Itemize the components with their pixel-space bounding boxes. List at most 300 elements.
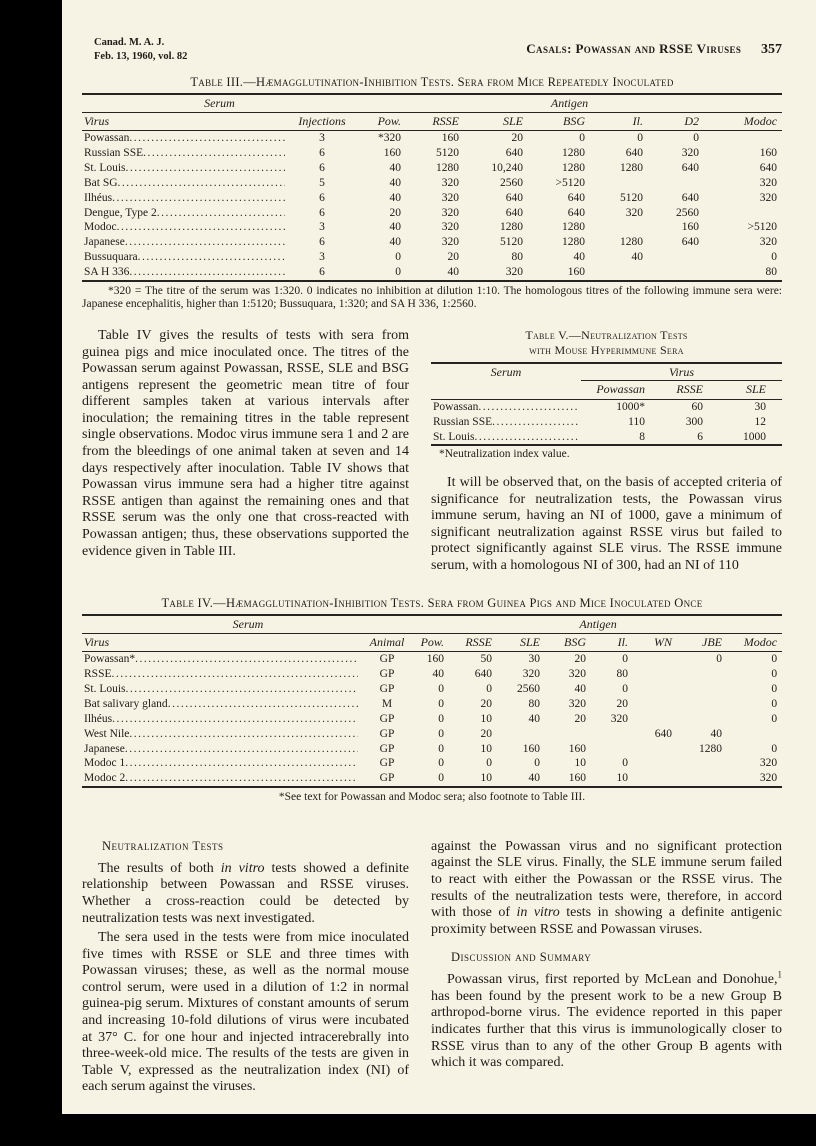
- dot-leader: [138, 251, 285, 264]
- dot-leader: [168, 698, 358, 711]
- group-antigen: Antigen: [414, 615, 782, 633]
- cell-sle: 80: [528, 697, 541, 710]
- journal-issue: Feb. 13, 1960, vol. 82: [94, 50, 188, 62]
- dot-leader: [118, 177, 285, 190]
- cell-virus: Modoc .....: [82, 220, 287, 235]
- cell-pow: 160: [383, 147, 402, 160]
- cell-il: [598, 727, 640, 742]
- cell-bsg: [552, 727, 598, 742]
- dot-leader: [126, 162, 285, 175]
- cell-il: 40: [631, 251, 644, 264]
- cell-wn: [640, 756, 684, 771]
- cell-pow: 20: [389, 206, 402, 219]
- dot-leader: [129, 266, 285, 279]
- scan-border-left: [0, 0, 62, 1146]
- cell-il: 1280: [620, 236, 644, 249]
- cell-sle: 160: [522, 742, 541, 755]
- cell-d2: 160: [681, 221, 700, 234]
- cell-powassan: 1000*: [616, 400, 645, 413]
- cell-modoc: 640: [759, 161, 778, 174]
- cell-animal: GP: [379, 727, 395, 740]
- col-header-rsse: RSSE: [413, 112, 471, 130]
- col-header-virus: Virus: [82, 633, 360, 651]
- cell-sle: 40: [528, 712, 541, 725]
- cell-bsg: 0: [579, 132, 586, 145]
- table-row: [82, 191, 782, 206]
- table-row: [82, 771, 782, 787]
- cell-wn: [640, 652, 684, 667]
- cell-rsse: 640: [474, 668, 493, 681]
- cell-virus: Bussuquara .....: [82, 250, 287, 265]
- cell-il: 10: [616, 772, 629, 785]
- cell-wn: [640, 771, 684, 787]
- bottom-right-column: [431, 839, 782, 1096]
- table-row: [82, 176, 782, 191]
- cell-sle: 640: [505, 191, 524, 204]
- running-title: Casals: Powassan and RSSE Viruses: [526, 41, 742, 56]
- journal-page: [62, 0, 816, 1114]
- cell-d2: 640: [681, 161, 700, 174]
- cell-rsse: 20: [480, 727, 493, 740]
- cell-injections: 6: [319, 206, 325, 219]
- dot-leader: [125, 757, 358, 770]
- cell-jbe: [684, 712, 734, 727]
- cell-pow: 160: [426, 653, 445, 666]
- dot-leader: [135, 653, 358, 666]
- table-row: [82, 652, 782, 667]
- col-header-sle: SLE: [471, 112, 535, 130]
- cell-bsg: 160: [568, 772, 587, 785]
- col-header-pow: Pow.: [357, 112, 413, 130]
- page-number: 357: [761, 42, 782, 57]
- col-header-sle: SLE: [504, 633, 552, 651]
- col-header-injections: Injections: [287, 112, 357, 130]
- section-heading-neutralization: Neutralization Tests: [102, 838, 224, 853]
- cell-sle: 80: [511, 251, 524, 264]
- cell-modoc: 0: [771, 712, 778, 725]
- cell-pow: 0: [438, 697, 445, 710]
- cell-pow: 0: [395, 251, 402, 264]
- cell-bsg: 1280: [562, 161, 586, 174]
- cell-virus: SA H 336 .....: [82, 265, 287, 281]
- cell-injections: 3: [319, 251, 325, 264]
- cell-modoc: 320: [759, 772, 778, 785]
- cell-il: [597, 220, 655, 235]
- cell-il: 0: [622, 683, 629, 696]
- cell-pow: *320: [378, 132, 402, 145]
- paragraph: It will be observed that, on the basis of accepted criteria of significance for neutralization tests, the Powassan virus immune serum, having an NI of 1000, gave a minimum of significant neutralization against RSSE virus but failed to protect significantly against SLE virus. The RSSE immune serum, with a homologous NI of 300, had an NI of 110: [431, 474, 782, 573]
- dot-leader: [157, 207, 285, 220]
- cell-rsse: 20: [447, 251, 460, 264]
- bottom-left-column: [82, 839, 409, 1096]
- cell-powassan: 8: [639, 430, 645, 443]
- cell-modoc: 0: [771, 668, 778, 681]
- cell-wn: [640, 697, 684, 712]
- journal-name: Canad. M. A. J.: [94, 37, 165, 48]
- cell-modoc: 320: [759, 236, 778, 249]
- middle-right-column: [431, 328, 782, 575]
- cell-rsse: 60: [691, 400, 703, 413]
- cell-virus: Ilhéus .....: [82, 191, 287, 206]
- dot-leader: [492, 416, 579, 429]
- cell-pow: 0: [438, 727, 445, 740]
- cell-d2: [655, 265, 711, 281]
- cell-pow: 40: [432, 668, 445, 681]
- paragraph: Powassan virus, first reported by McLean and Donohue,$^1$ has been found by the present work to be a new Group B arthropod-borne virus. The evidence reported in this paper indicates further that this virus is immunologically closer to RSSE virus than to any of the other Group B agents with which it was compared.: [431, 969, 782, 1071]
- cell-modoc: [711, 131, 782, 146]
- cell-wn: [640, 712, 684, 727]
- cell-pow: 0: [438, 772, 445, 785]
- table-row: [431, 415, 782, 430]
- cell-rsse: 320: [441, 176, 460, 189]
- cell-jbe: 40: [710, 727, 723, 740]
- cell-sle: 30: [754, 400, 766, 413]
- cell-jbe: [684, 697, 734, 712]
- cell-il: 0: [622, 757, 629, 770]
- cell-rsse: 320: [441, 206, 460, 219]
- cell-injections: 6: [319, 236, 325, 249]
- cell-virus: Russian SSE .....: [82, 146, 287, 161]
- cell-rsse: 320: [441, 191, 460, 204]
- col-header-il: Il.: [597, 112, 655, 130]
- cell-modoc: 80: [765, 266, 778, 279]
- cell-powassan: 110: [628, 415, 645, 428]
- group-serum: Serum: [82, 615, 414, 633]
- cell-bsg: 40: [573, 251, 586, 264]
- cell-bsg: 40: [574, 683, 587, 696]
- italic-term: in vitro: [220, 860, 265, 876]
- cell-il: 320: [625, 206, 644, 219]
- dot-leader: [112, 668, 359, 681]
- cell-modoc: 0: [771, 742, 778, 755]
- group-virus: Virus: [581, 363, 782, 381]
- table-row: [431, 430, 782, 446]
- cell-rsse: 20: [480, 697, 493, 710]
- cell-sle: 640: [505, 206, 524, 219]
- col-header-blank: [431, 381, 581, 399]
- middle-left-column: [82, 328, 409, 575]
- cell-animal: GP: [379, 653, 395, 666]
- cell-sle: 5120: [500, 236, 524, 249]
- cell-bsg: 20: [574, 653, 587, 666]
- cell-injections: 6: [319, 161, 325, 174]
- table-row: [82, 742, 782, 757]
- table-5-title: Table V.—Neutralization Tests with Mouse Hyperimmune Sera: [525, 327, 688, 357]
- cell-il: [598, 742, 640, 757]
- table-5-block: [431, 328, 782, 462]
- table-5: [431, 362, 782, 447]
- cell-virus: Powassan* .....: [82, 652, 360, 667]
- table-row: [82, 220, 782, 235]
- cell-sle: 30: [528, 653, 541, 666]
- cell-sle: 40: [528, 772, 541, 785]
- table-row: [82, 756, 782, 771]
- dot-leader: [112, 192, 285, 205]
- cell-sle: 320: [505, 266, 524, 279]
- cell-modoc: 0: [771, 697, 778, 710]
- cell-animal: M: [381, 697, 393, 710]
- dot-leader: [125, 772, 358, 785]
- cell-serum: Powassan .....: [431, 399, 581, 414]
- dot-leader: [129, 132, 285, 145]
- table-4-title: Table IV.—Hæmagglutination-Inhibition Tests. Sera from Guinea Pigs and Mice Inoculated Once: [161, 596, 703, 611]
- table-row: [82, 265, 782, 281]
- middle-section: [82, 328, 782, 575]
- cell-bsg: 1280: [562, 147, 586, 160]
- table-4: [82, 614, 782, 788]
- table-row: [82, 161, 782, 176]
- table-row: [82, 712, 782, 727]
- table-3-block: [82, 75, 782, 312]
- cell-sle: [504, 727, 552, 742]
- journal-info: [94, 36, 187, 63]
- col-header-il: Il.: [598, 633, 640, 651]
- page-header: [82, 36, 782, 63]
- cell-rsse: 0: [486, 683, 493, 696]
- cell-virus: St. Louis .....: [82, 161, 287, 176]
- table-row: [82, 131, 782, 146]
- table-3: [82, 93, 782, 282]
- table-row: [431, 399, 782, 414]
- cell-bsg: 160: [567, 266, 586, 279]
- cell-modoc: [734, 727, 782, 742]
- cell-serum: St. Louis .....: [431, 430, 581, 446]
- cell-rsse: 160: [441, 132, 460, 145]
- cell-virus: Powassan .....: [82, 131, 287, 146]
- cell-jbe: [684, 756, 734, 771]
- cell-modoc: 320: [759, 191, 778, 204]
- cell-modoc: 0: [771, 251, 778, 264]
- table-row: [82, 697, 782, 712]
- col-header-pow: Pow.: [414, 633, 456, 651]
- cell-virus: Modoc 2 .....: [82, 771, 360, 787]
- cell-sle: 20: [511, 132, 524, 145]
- col-header-powassan: Powassan: [581, 381, 661, 399]
- paragraph: against the Powassan virus and no significant protection against the SLE virus. Finally, the SLE immune serum failed to react with either the Powassan or the RSSE virus. The results of the neutralization tests were, therefore, in accord with those of in vitro tests in showing a definite antigenic proximity between RSSE and Powassan viruses.: [431, 838, 783, 937]
- table-4-footnote: *See text for Powassan and Modoc sera; also footnote to Table III.: [278, 791, 586, 804]
- cell-rsse: 10: [480, 712, 493, 725]
- cell-il: 80: [616, 668, 629, 681]
- table-3-footnote: *320 = The titre of the serum was 1:320. 0 indicates no inhibition at dilution 1:10. The homologous titres of the following immune sera were: Japanese encephalitis, higher than 1:5120; Bussuquara, 1:320; and SA H 336, 1:2560.: [82, 284, 782, 311]
- cell-il: 0: [622, 653, 629, 666]
- cell-d2: 640: [681, 191, 700, 204]
- dot-leader: [129, 728, 358, 741]
- cell-rsse: 0: [486, 757, 493, 770]
- dot-leader: [143, 147, 285, 160]
- table-5-footnote: *Neutralization index value.: [439, 448, 570, 461]
- dot-leader: [125, 236, 285, 249]
- cell-virus: Bat SG .....: [82, 176, 287, 191]
- cell-modoc: [711, 206, 782, 221]
- cell-modoc: >5120: [747, 221, 778, 234]
- cell-bsg: 320: [568, 668, 587, 681]
- cell-animal: GP: [379, 683, 395, 696]
- table-row: [82, 682, 782, 697]
- cell-sle: 12: [754, 415, 766, 428]
- column-header-row: [431, 381, 782, 399]
- cell-injections: 3: [319, 221, 325, 234]
- group-header-row: [82, 615, 782, 633]
- col-header-wn: WN: [640, 633, 684, 651]
- cell-jbe: 0: [716, 653, 723, 666]
- cell-pow: 40: [389, 236, 402, 249]
- cell-modoc: 0: [771, 653, 778, 666]
- dot-leader: [112, 713, 358, 726]
- cell-wn: 640: [654, 727, 673, 740]
- cell-bsg: 640: [567, 191, 586, 204]
- cell-pow: 0: [438, 712, 445, 725]
- cell-il: 320: [610, 712, 629, 725]
- cell-injections: 3: [319, 132, 325, 145]
- cell-pow: 0: [395, 266, 402, 279]
- cell-il: [597, 265, 655, 281]
- cell-injections: 6: [319, 147, 325, 160]
- table-row: [82, 250, 782, 265]
- cell-injections: 6: [319, 266, 325, 279]
- section-heading-discussion: Discussion and Summary: [451, 950, 592, 965]
- column-header-row: [82, 633, 782, 651]
- cell-sle: 2560: [517, 683, 541, 696]
- col-header-d2: D2: [655, 112, 711, 130]
- cell-rsse: 1280: [436, 161, 460, 174]
- cell-rsse: 320: [441, 236, 460, 249]
- cell-rsse: 6: [697, 430, 703, 443]
- dot-leader: [478, 401, 579, 414]
- cell-pow: 40: [389, 221, 402, 234]
- cell-pow: 40: [389, 176, 402, 189]
- cell-bsg: >5120: [555, 176, 586, 189]
- col-header-rsse: RSSE: [456, 633, 504, 651]
- cell-virus: Dengue, Type 2 .....: [82, 206, 287, 221]
- cell-injections: 5: [319, 176, 325, 189]
- cell-virus: RSSE .....: [82, 667, 360, 682]
- cell-modoc: 160: [759, 147, 778, 160]
- table-row: [82, 667, 782, 682]
- cell-d2: 640: [681, 236, 700, 249]
- cell-pow: 40: [389, 161, 402, 174]
- cell-bsg: 320: [568, 697, 587, 710]
- col-header-modoc: Modoc: [711, 112, 782, 130]
- cell-d2: 0: [693, 132, 700, 145]
- cell-bsg: 1280: [562, 221, 586, 234]
- table-row: [82, 206, 782, 221]
- paragraph: The results of both in vitro tests showed a definite relationship between Powassan and RSSE viruses. Whether a cross-reaction could be detected by neutralization tests was next investigated.: [82, 860, 410, 926]
- cell-injections: 6: [319, 191, 325, 204]
- cell-rsse: 50: [480, 653, 493, 666]
- group-serum: Serum: [490, 365, 522, 380]
- dot-leader: [475, 431, 579, 444]
- cell-il: 20: [616, 697, 629, 710]
- cell-d2: 2560: [676, 206, 700, 219]
- cell-il: 0: [637, 132, 644, 145]
- cell-modoc: 320: [759, 757, 778, 770]
- cell-pow: 40: [389, 191, 402, 204]
- dot-leader: [126, 683, 358, 696]
- cell-pow: 0: [438, 757, 445, 770]
- cell-virus: Japanese .....: [82, 742, 360, 757]
- cell-virus: West Nile .....: [82, 727, 360, 742]
- cell-rsse: 10: [480, 772, 493, 785]
- col-header-animal: Animal: [360, 633, 414, 651]
- cell-rsse: 10: [480, 742, 493, 755]
- cell-d2: 320: [681, 147, 700, 160]
- citation-superscript: 1: [777, 969, 782, 980]
- table-row: [82, 727, 782, 742]
- cell-d2: [655, 250, 711, 265]
- cell-animal: GP: [379, 772, 395, 785]
- table-row: [82, 235, 782, 250]
- cell-il: 1280: [620, 161, 644, 174]
- bottom-section: [82, 839, 782, 1096]
- cell-animal: GP: [379, 668, 395, 681]
- cell-wn: [640, 742, 684, 757]
- col-header-rsse: RSSE: [661, 381, 719, 399]
- col-header-sle: SLE: [719, 381, 782, 399]
- cell-rsse: 300: [685, 415, 703, 428]
- cell-jbe: 1280: [699, 742, 723, 755]
- cell-sle: 640: [505, 147, 524, 160]
- cell-bsg: 640: [567, 206, 586, 219]
- cell-il: 5120: [620, 191, 644, 204]
- paragraph: The sera used in the tests were from mice inoculated five times with RSSE or SLE and three times with Powassan viruses; these, as well as the normal mouse control serum, were used in a dilution of 1:2 in normal guinea-pig serum. Mixtures of constant amounts of serum and increasing 10-fold dilutions of virus were incubated at 37° C. for one hour and injected intracerebrally into three-week-old mice. The results of the tests are given in Table V, expressed as the neutralization index (NI) of each serum against the viruses.: [82, 930, 409, 1095]
- cell-wn: [640, 667, 684, 682]
- group-serum: Serum: [82, 94, 357, 112]
- cell-jbe: [684, 682, 734, 697]
- cell-jbe: [684, 771, 734, 787]
- cell-jbe: [684, 667, 734, 682]
- col-header-bsg: BSG: [552, 633, 598, 651]
- cell-sle: 1280: [500, 221, 524, 234]
- cell-d2: [655, 176, 711, 191]
- cell-rsse: 40: [447, 266, 460, 279]
- group-antigen: Antigen: [357, 94, 782, 112]
- table-row: [82, 146, 782, 161]
- dot-leader: [125, 743, 358, 756]
- paragraph: Table IV gives the results of tests with sera from guinea pigs and mice inoculated once. The titres of the Powassan serum against Powassan, RSSE, SLE and BSG antigens represent the geometric mean titre of four different samples taken at various intervals after inoculation; the remaining titres in the table represent single observations. Modoc virus immune sera 1 and 2 are from the bleedings of one animal taken at seven and 14 days respectively after inoculation. Table IV shows that Powassan virus immune sera had a higher titre against RSSE antigen than against the remaining ones and that RSSE serum was the only one that cross-reacted with Powassan antigen; thus, these observations supported the evidence given in Table III.: [82, 327, 409, 559]
- cell-virus: St. Louis .....: [82, 682, 360, 697]
- table-3-title: Table III.—Hæmagglutination-Inhibition Tests. Sera from Mice Repeatedly Inoculated: [190, 75, 674, 90]
- cell-rsse: 320: [441, 221, 460, 234]
- cell-bsg: 160: [568, 742, 587, 755]
- cell-sle: 1000: [743, 430, 766, 443]
- col-header-jbe: JBE: [684, 633, 734, 651]
- cell-pow: 0: [438, 683, 445, 696]
- cell-virus: Ilhéus .....: [82, 712, 360, 727]
- cell-virus: Bat salivary gland .....: [82, 697, 360, 712]
- cell-sle: 10,240: [491, 161, 524, 174]
- cell-sle: 2560: [500, 176, 524, 189]
- cell-animal: GP: [379, 757, 395, 770]
- col-header-virus: Virus: [82, 112, 287, 130]
- cell-virus: Modoc 1 .....: [82, 756, 360, 771]
- cell-modoc: 320: [759, 176, 778, 189]
- cell-pow: 0: [438, 742, 445, 755]
- cell-bsg: 1280: [562, 236, 586, 249]
- cell-bsg: 10: [574, 757, 587, 770]
- cell-rsse: 5120: [436, 147, 460, 160]
- cell-wn: [640, 682, 684, 697]
- dot-leader: [117, 221, 285, 234]
- group-header-row: [82, 94, 782, 112]
- cell-modoc: 0: [771, 683, 778, 696]
- cell-sle: 0: [534, 757, 541, 770]
- italic-term: in vitro: [516, 905, 560, 921]
- cell-serum: Russian SSE .....: [431, 415, 581, 430]
- column-header-row: [82, 112, 782, 130]
- cell-animal: GP: [379, 712, 395, 725]
- cell-il: 640: [625, 147, 644, 160]
- cell-animal: GP: [379, 742, 395, 755]
